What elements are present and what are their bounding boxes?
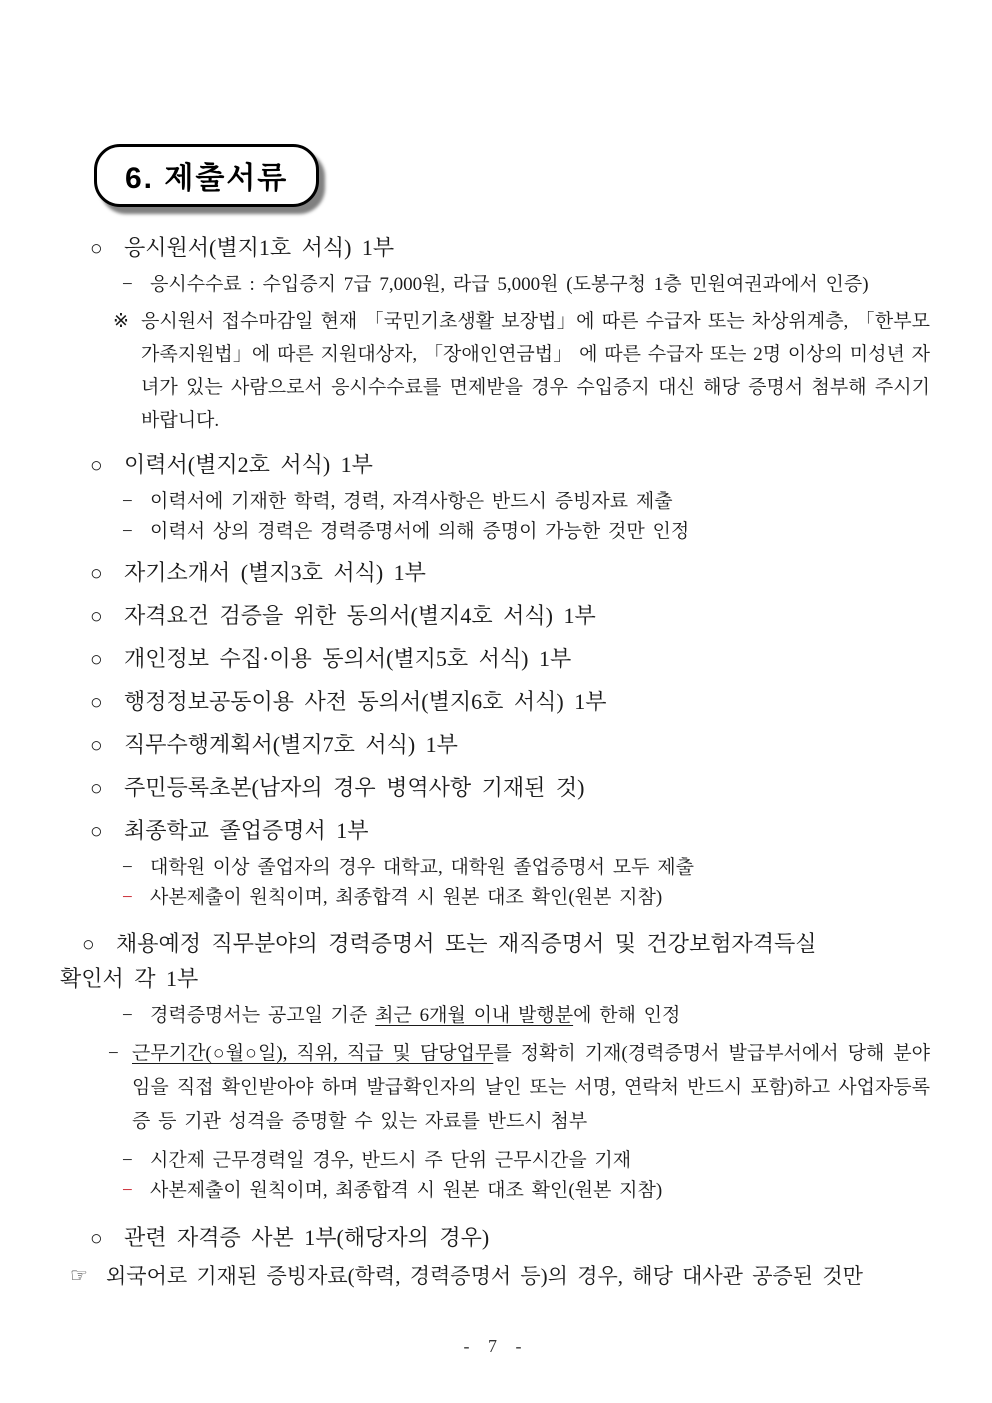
circle-bullet-icon: ○ [90, 733, 103, 757]
circle-bullet-icon: ○ [90, 647, 103, 671]
doc-item-career-certificates [82, 929, 930, 959]
subitem-text: 시간제 근무경력일 경우, 반드시 주 단위 근무시간을 기재 [150, 1150, 632, 1171]
circle-bullet-icon: ○ [90, 690, 103, 714]
doc-item-self-introduction [90, 558, 930, 588]
circle-bullet-icon: ○ [90, 453, 103, 477]
doc-subitem-work-period-detail [108, 1037, 930, 1139]
item-label: 직무수행계획서(별지7호 서식) 1부 [124, 732, 458, 757]
text-segment: 에 한해 인정 [573, 1005, 681, 1026]
reference-mark-icon: ※ [113, 311, 129, 332]
circle-bullet-icon: ○ [90, 561, 103, 585]
item-label: 이력서(별지2호 서식) 1부 [124, 452, 373, 477]
circle-bullet-icon: ○ [82, 932, 95, 956]
doc-item-job-plan [90, 730, 930, 760]
dash-icon: − [108, 1043, 119, 1064]
doc-item-resume [90, 450, 930, 480]
doc-item-resident-register [90, 773, 930, 803]
note-text: 응시원서 접수마감일 현재 「국민기초생활 보장법」에 따른 수급자 또는 차상위계층, 「한부모가족지원법」에 따른 지원대상자, 「장애인연금법」 에 따른 수급자 또는 2명 이상의 미성년 자녀가 있는 사람으로서 응시수수료를 면제받을 경우 수입증지 대신 해당 증명서 첨부해 주시기 바랍니다. [141, 311, 930, 431]
doc-item-qualification-consent [90, 601, 930, 631]
circle-bullet-icon: ○ [90, 776, 103, 800]
doc-item-application-form [90, 233, 930, 263]
doc-subitem [122, 854, 930, 881]
subitem-text: 이력서에 기재한 학력, 경력, 자격사항은 반드시 증빙자료 제출 [150, 491, 673, 512]
subitem-text [132, 1037, 930, 1139]
underlined-text: 근무기간(○월○일), 직위, 직급 및 담당업무 [132, 1043, 494, 1064]
text-segment: 경력증명서는 공고일 기준 [150, 1005, 376, 1026]
circle-bullet-icon: ○ [90, 236, 103, 260]
item-label: 최종학교 졸업증명서 1부 [124, 818, 369, 843]
item-label-line2: 확인서 각 1부 [60, 966, 199, 991]
doc-pointer-foreign-docs [70, 1261, 930, 1291]
doc-item-privacy-consent [90, 644, 930, 674]
item-label: 주민등록초본(남자의 경우 병역사항 기재된 것) [124, 775, 585, 800]
doc-subitem-issue-period [122, 1002, 930, 1029]
red-dash-icon: − [122, 887, 133, 908]
subitem-text: 응시수수료 : 수입증지 7급 7,000원, 라급 5,000원 (도봉구청 1층 민원여권과에서 인증) [150, 274, 869, 295]
dash-icon: − [122, 491, 133, 512]
item-label: 자기소개서 (별지3호 서식) 1부 [124, 560, 426, 585]
subitem-text [150, 1002, 930, 1029]
text-segment: 를 정확히 기재(경력증명서 발급부서에서 당해 분야임을 직접 확인받아야 하며 발급확인자의 날인 또는 서명, 연락처 반드시 포함)하고 사업자등록증 등 기관 성격을 증명할 수 있는 자료를 반드시 첨부 [132, 1043, 931, 1132]
doc-subitem-parttime [122, 1147, 930, 1174]
page-number: - 7 - [463, 1336, 529, 1356]
pointer-text: 외국어로 기재된 증빙자료(학력, 경력증명서 등)의 경우, 해당 대사관 공증된 것만 [106, 1264, 863, 1288]
subitem-text: 이력서 상의 경력은 경력증명서에 의해 증명이 가능한 것만 인정 [150, 521, 690, 542]
dash-icon: − [122, 1150, 133, 1171]
underlined-text: 최근 6개월 이내 발행분 [375, 1005, 574, 1026]
doc-subitem [122, 488, 930, 515]
pointing-hand-icon: ☞ [70, 1265, 88, 1287]
circle-bullet-icon: ○ [90, 604, 103, 628]
doc-subitem-copy-original [122, 884, 930, 911]
subitem-text: 대학원 이상 졸업자의 경우 대학교, 대학원 졸업증명서 모두 제출 [150, 857, 694, 878]
circle-bullet-icon: ○ [90, 819, 103, 843]
doc-subitem [122, 518, 930, 545]
doc-item-license-copy [90, 1223, 930, 1253]
item-label: 관련 자격증 사본 1부(해당자의 경우) [124, 1225, 490, 1250]
doc-subitem-copy-original [122, 1177, 930, 1204]
doc-item-graduation-certificate [90, 816, 930, 846]
item-label-line1: 채용예정 직무분야의 경력증명서 또는 재직증명서 및 건강보험자격득실 [116, 931, 817, 956]
subitem-text: 사본제출이 원칙이며, 최종합격 시 원본 대조 확인(원본 지참) [150, 1180, 663, 1201]
item-label: 개인정보 수집·이용 동의서(별지5호 서식) 1부 [124, 646, 572, 671]
doc-subitem-fee [122, 271, 930, 298]
red-dash-icon: − [122, 1180, 133, 1201]
dash-icon: − [122, 521, 133, 542]
dash-icon: − [122, 857, 133, 878]
circle-bullet-icon: ○ [90, 1226, 103, 1250]
subitem-text: 사본제출이 원칙이며, 최종합격 시 원본 대조 확인(원본 지참) [150, 887, 663, 908]
item-label: 응시원서(별지1호 서식) 1부 [124, 235, 395, 260]
doc-note-fee-exemption [113, 305, 930, 437]
dash-icon: − [122, 274, 133, 295]
dash-icon: − [122, 1005, 133, 1026]
section-title-box [94, 144, 319, 207]
doc-item-admin-info-consent [90, 687, 930, 717]
item-label: 자격요건 검증을 위한 동의서(별지4호 서식) 1부 [124, 603, 596, 628]
item-label: 행정정보공동이용 사전 동의서(별지6호 서식) 1부 [124, 689, 607, 714]
section-title: 6. 제출서류 [125, 162, 289, 195]
